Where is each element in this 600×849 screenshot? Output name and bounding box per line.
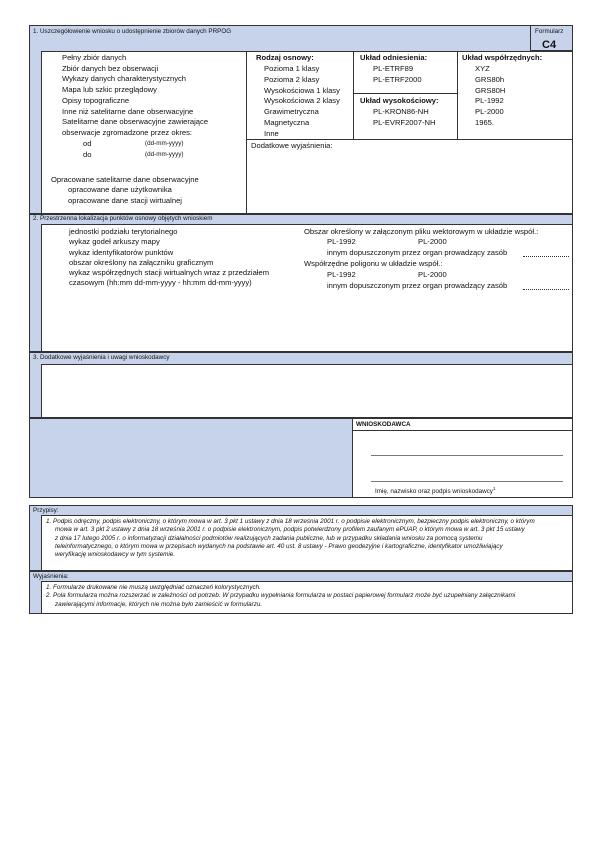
rodzaj-header: Rodzaj osnowy: — [256, 53, 314, 62]
od-date-hint[interactable]: (dd-mm-yyyy) — [145, 140, 184, 147]
przypisy-title: Przypisy: — [33, 507, 59, 514]
lok-jednostki[interactable]: jednostki podziału terytorialnego — [69, 227, 178, 236]
wsp-poly-pl2000[interactable]: PL-2000 — [418, 270, 447, 279]
option-mapa[interactable]: Mapa lub szkic przeglądowy — [62, 85, 157, 95]
dodatkowe-input[interactable] — [250, 152, 570, 212]
rodzaj-grawimetryczna[interactable]: Grawimetryczna — [264, 107, 319, 117]
wsp-pl1992[interactable]: PL-1992 — [475, 96, 504, 106]
section3-title: 3. Dodatkowe wyjaśnienia i uwagi wnioskodawcy — [33, 354, 170, 361]
obszar-pl2000[interactable]: PL-2000 — [418, 237, 447, 246]
option-satelitarne[interactable]: Satelitarne dane obserwacyjne zawierające — [62, 117, 209, 127]
wsp-grs80H[interactable]: GRS80H — [475, 85, 506, 95]
applicant-header: WNIOSKODAWCA — [356, 421, 411, 428]
applicant-line-1[interactable] — [371, 455, 563, 456]
rodzaj-magnetyczna[interactable]: Magnetyczna — [264, 117, 310, 127]
wyjasnienia-text: 1. Formularze drukowane nie muszą uwzględniać oznaczeń kolorystycznych. 2. Pola formularza można rozszerzać w zależności od potrzeb. W przypadku wypełniania formularza w postaci papierowej formularz może być uzupełniany załącznikami zawierającymi informacje, których nie można było zamieścić w formularzu. — [46, 584, 516, 608]
lok-identyfikatory[interactable]: wykaz identyfikatorów punktów — [69, 247, 174, 257]
wsp-poly-pl1992[interactable]: PL-1992 — [327, 270, 356, 279]
wyjasnienia-title: Wyjaśnienia: — [33, 573, 69, 580]
section2-title: 2. Przestrzenna lokalizacja punktów osnowy objętych wnioskiem — [33, 215, 213, 222]
uklad-kron86[interactable]: PL-KRON86-NH — [373, 107, 429, 116]
section3-input[interactable] — [41, 364, 573, 418]
wsp-1965[interactable]: 1965. — [475, 117, 495, 127]
do-label: do — [83, 150, 92, 159]
option-dane-uzytkownika[interactable]: opracowane dane użytkownika — [68, 185, 172, 194]
lok-stacje-wirtualne[interactable]: wykaz współrzędnych stacji wirtualnych wraz z przedziałem — [69, 268, 270, 278]
form-label: Formularz — [535, 28, 564, 35]
uklad-etrf89[interactable]: PL-ETRF89 — [373, 64, 414, 73]
wsp-grs80h[interactable]: GRS80h — [475, 74, 505, 84]
section1-title: 1. Uszczegółowienie wniosku o udostępnienie zbiorów danych PRPOG — [33, 28, 232, 35]
uklad-wys-header: Układ wysokościowy: — [360, 96, 439, 105]
option-obserwacje-okres: obserwacje zgromadzone przez okres: — [62, 127, 192, 137]
rodzaj-pozioma1[interactable]: Pozioma 1 klasy — [264, 64, 320, 73]
applicant-caption: Imię, nazwisko oraz podpis wnioskodawcy$^1$ — [375, 486, 496, 496]
sat-title: Opracowane satelitarne dane obserwacyjne — [51, 175, 199, 184]
obszar-innym-field[interactable] — [523, 256, 569, 257]
wsp-pl2000[interactable]: PL-2000 — [475, 107, 504, 117]
obszar-title: Obszar określony w załączonym pliku wektorowym w układzie współ.: — [304, 227, 539, 236]
option-bez-obserwacji[interactable]: Zbiór danych bez obserwacji — [62, 63, 159, 73]
footnote-ref: 1 — [492, 486, 496, 491]
lokalizacja-options — [69, 227, 269, 289]
obszar-innym[interactable]: innym dopuszczonym przez organ prowadzący zasób — [327, 248, 508, 257]
dataset-options — [62, 53, 208, 139]
wsp-title: Współrzędne poligonu w układzie współ.: — [304, 259, 443, 268]
przypisy-text: 1. Podpis odręczny, podpis elektroniczny, o którym mowa w art. 3 pkt 1 ustawy z dnia 18 września 2001 r. o podpisie elektronicznym, bezpieczny podpis elektroniczny, o którym mowa w art. 3 pkt 2 ustawy z dnia 18 września 2001 r. o podpisie elektronicznym, podpis potwierdzony profilem zaufanym ePUAP, o którym mowa w art. 3 pkt 15 ustawy z dnia 17 lutego 2005 r. o informatyzacji działalności podmiotów realizujących zadania publiczne, lub w przypadku składania wniosku za pomocą systemu teleinformatycznego, o którym mowa w przepisach wydanych na podstawie art. 40 ust. 8 ustawy - Prawo geodezyjne i kartograficzne, identyfikator umożliwiający weryfikację wnioskodawcy w tym systemie. — [46, 518, 535, 559]
applicant-signature-line[interactable] — [371, 481, 563, 482]
option-inne-dane[interactable]: Inne niż satelitarne dane obserwacyjne — [62, 106, 194, 116]
rodzaj-wysokosciowa2[interactable]: Wysokościowa 2 klasy — [264, 96, 340, 106]
do-date-hint[interactable]: (dd-mm-yyyy) — [145, 151, 184, 158]
wsp-xyz[interactable]: XYZ — [475, 64, 490, 73]
od-label: od — [83, 139, 92, 148]
uklad-odn-header: Układ odniesienia: — [360, 53, 428, 62]
uklad-etrf2000[interactable]: PL-ETRF2000 — [373, 74, 422, 84]
option-wykazy[interactable]: Wykazy danych charakterystycznych — [62, 74, 187, 84]
rodzaj-pozioma2[interactable]: Pozioma 2 klasy — [264, 74, 320, 84]
option-dane-stacji[interactable]: opracowane dane stacji wirtualnej — [68, 195, 182, 205]
option-pelny[interactable]: Pełny zbiór danych — [62, 53, 127, 62]
wsp-innym-field[interactable] — [523, 289, 569, 290]
uklad-evrf2007[interactable]: PL-EVRF2007-NH — [373, 117, 436, 127]
lok-zalacznik[interactable]: obszar określony na załączniku graficznym — [69, 257, 214, 267]
rodzaj-inne[interactable]: Inne — [264, 128, 279, 138]
lok-czasowym: czasowym (hh:mm dd-mm-yyyy - hh:mm dd-mm-yyyy) — [69, 278, 252, 288]
rodzaj-wysokosciowa1[interactable]: Wysokościowa 1 klasy — [264, 85, 340, 95]
obszar-pl1992[interactable]: PL-1992 — [327, 237, 356, 246]
dodatkowe-label: Dodatkowe wyjaśnienia: — [251, 141, 333, 150]
rodzaj-options — [264, 64, 340, 140]
form-code: C4 — [542, 39, 557, 51]
lok-godla[interactable]: wykaz godeł arkuszy mapy — [69, 237, 160, 247]
wsp-poly-innym[interactable]: innym dopuszczonym przez organ prowadzący zasób — [327, 281, 508, 290]
option-opisy[interactable]: Opisy topograficzne — [62, 95, 130, 105]
uklad-wsp-header: Układ współrzędnych: — [462, 53, 543, 62]
